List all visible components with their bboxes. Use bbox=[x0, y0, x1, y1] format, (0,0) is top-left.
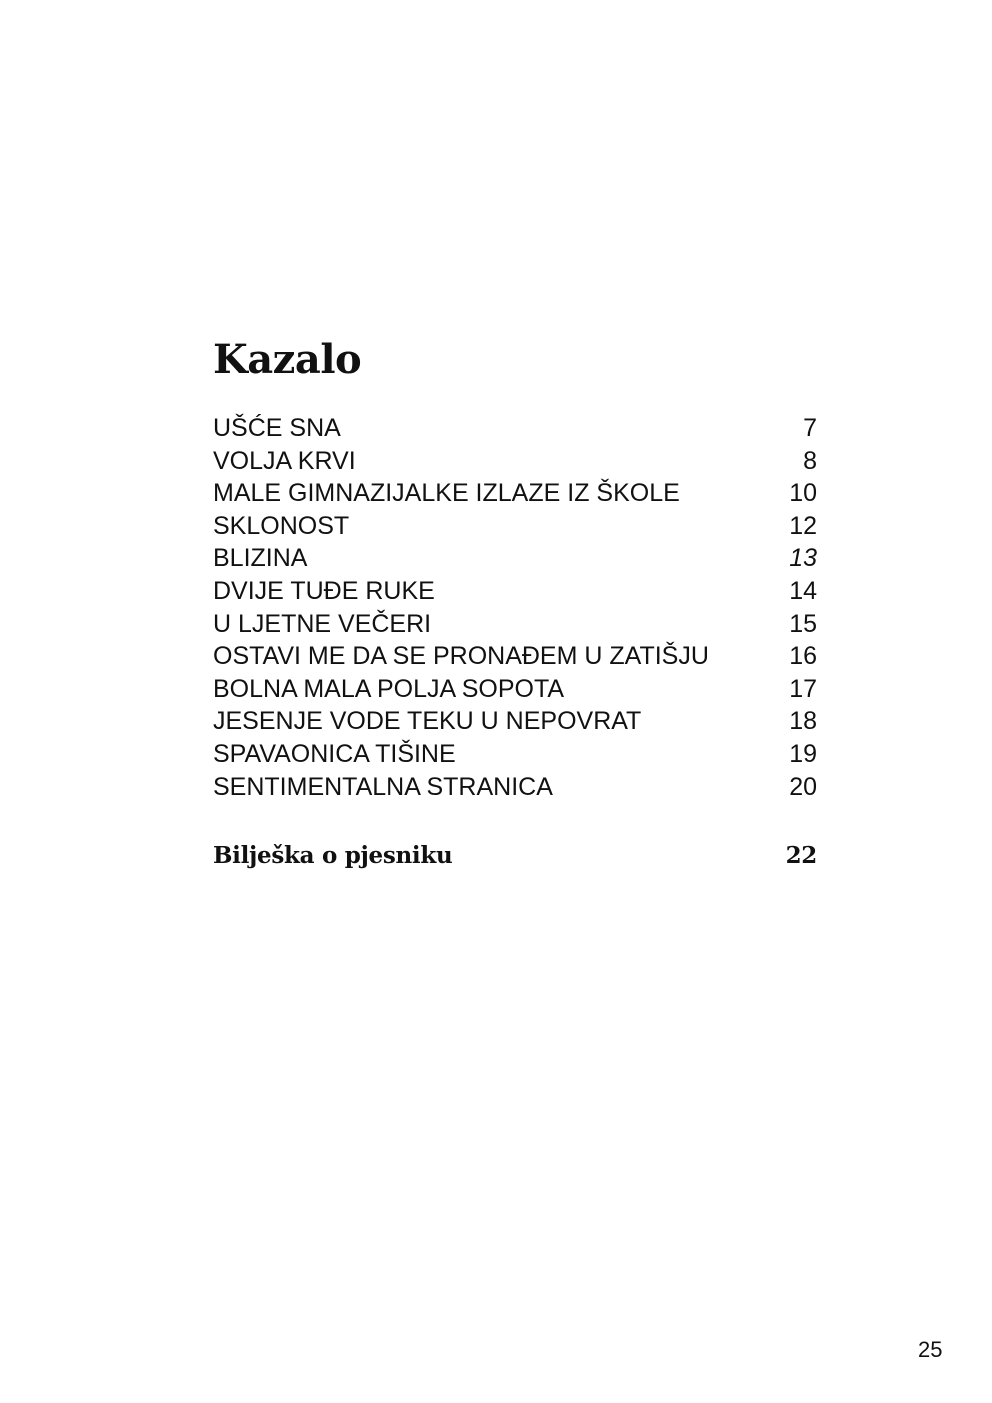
toc-entry-page: 20 bbox=[789, 772, 817, 801]
toc-entry bbox=[213, 608, 817, 641]
toc-entry-title: SENTIMENTALNA STRANICA bbox=[213, 772, 553, 801]
toc-entry-page: 12 bbox=[789, 511, 817, 540]
toc-entry-page: 17 bbox=[789, 674, 817, 703]
toc-entry-title: BOLNA MALA POLJA SOPOTA bbox=[213, 674, 565, 703]
toc-entry bbox=[213, 477, 817, 510]
toc-entry bbox=[213, 542, 817, 575]
toc-entry-title: MALE GIMNAZIJALKE IZLAZE IZ ŠKOLE bbox=[213, 479, 680, 508]
toc-entry bbox=[213, 510, 817, 543]
toc-note-page: 22 bbox=[785, 842, 817, 869]
toc-entry-title: VOLJA KRVI bbox=[213, 446, 356, 475]
table-of-contents bbox=[213, 412, 817, 803]
toc-entry bbox=[213, 575, 817, 608]
toc-entry-page: 7 bbox=[803, 414, 817, 442]
toc-entry-page: 15 bbox=[789, 609, 817, 638]
toc-entry-page: 14 bbox=[789, 576, 817, 605]
toc-entry-title: U LJETNE VEČERI bbox=[213, 609, 432, 638]
toc-entry-title: UŠĆE SNA bbox=[213, 414, 341, 442]
toc-entry-page: 13 bbox=[789, 544, 817, 573]
toc-note-title: Bilješka o pjesniku bbox=[213, 842, 453, 869]
toc-entry bbox=[213, 673, 817, 706]
toc-entry-page: 10 bbox=[789, 479, 817, 508]
toc-entry bbox=[213, 771, 817, 804]
toc-entry-page: 19 bbox=[789, 739, 817, 768]
toc-entry-page: 16 bbox=[789, 642, 817, 671]
toc-entry bbox=[213, 640, 817, 673]
toc-entry bbox=[213, 738, 817, 771]
page-number: 25 bbox=[918, 1337, 943, 1362]
page-title: Kazalo bbox=[213, 336, 362, 383]
toc-entry-page: 8 bbox=[803, 446, 817, 475]
toc-entry bbox=[213, 445, 817, 478]
toc-entry-title: DVIJE TUĐE RUKE bbox=[213, 576, 435, 605]
toc-entry bbox=[213, 705, 817, 738]
toc-entry bbox=[213, 412, 817, 445]
toc-entry-page: 18 bbox=[789, 707, 817, 736]
toc-entry-title: SPAVAONICA TIŠINE bbox=[213, 739, 456, 768]
toc-entry-title: OSTAVI ME DA SE PRONAĐEM U ZATIŠJU bbox=[213, 642, 709, 671]
toc-entry-title: JESENJE VODE TEKU U NEPOVRAT bbox=[213, 707, 642, 736]
toc-note-entry bbox=[213, 838, 817, 874]
toc-entry-title: SKLONOST bbox=[213, 511, 350, 540]
toc-entry-title: BLIZINA bbox=[213, 544, 308, 573]
